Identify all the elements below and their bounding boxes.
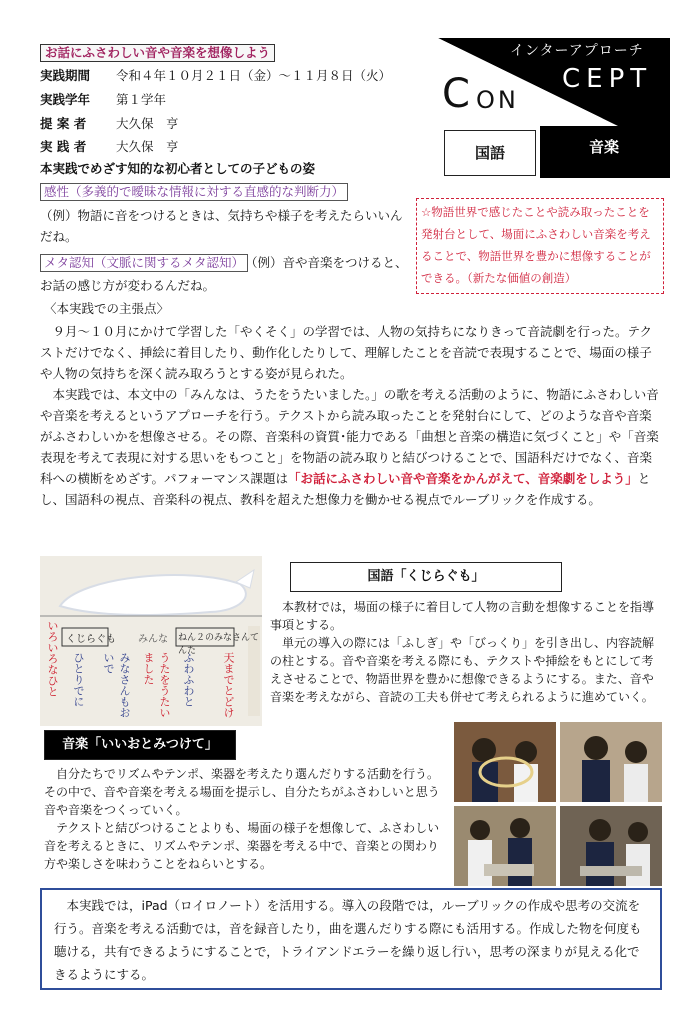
ongaku-label: 音楽「いいおとみつけて」	[44, 730, 236, 760]
concept-logo	[430, 38, 670, 178]
meta-label: 実践期間	[40, 68, 91, 83]
meta-example-2: お話の感じ方が変わるんだね。	[40, 278, 216, 293]
class-photo-2	[560, 722, 662, 802]
points-heading: 〈本実践での主張点〉	[44, 301, 170, 316]
kokugo-paragraph-1: 本教材では，場面の様子に着目して人物の言動を想像することを指導事項とする。	[270, 600, 655, 632]
points-paragraph-2	[40, 384, 662, 510]
ipad-note-text: 本実践では，iPad（ロイロノート）を活用する。導入の段階では，ルーブリックの作成や思考の交流を行う。音楽を考える活動では，音を録音したり，曲を選んだりする際にも活用する。作成した物を何度も聴ける，共有できるようにすることで，トライアンドエラーを繰り返し行い，思考の深まりが見える化できるようにする。	[54, 898, 642, 982]
meta-value: 大久保 亨	[116, 116, 179, 131]
concept-letters-cept: CEPT	[562, 64, 653, 94]
board-col4: ふわふわと	[182, 652, 195, 707]
class-photo-1	[454, 722, 556, 802]
points-paragraph-1: ９月〜１０月にかけて学習した「やくそく」の学習では、人物の気持ちになりきって音読劇を行った。テクストだけでなく、挿絵に着目したり、動作化したりして、理解したことを音読で表現することで、場面の様子や人物の気持ちを深く読み取ろうとする姿が見られた。	[40, 324, 653, 381]
board-kujiragumo: くじらぐも	[66, 634, 116, 645]
points-body	[40, 321, 662, 510]
points-p2-tail: とし、国語科の視点、音楽科の視点、教科を超えた想像力を働かせる視点でルーブリックを作成する。	[40, 471, 651, 507]
class-photo-grid	[454, 722, 662, 886]
meta-label: 実践学年	[40, 92, 91, 107]
ongaku-body	[44, 765, 446, 873]
ongaku-paragraph-1: 自分たちでリズムやテンポ、楽器を考えたり選んだりする活動を行う。その中で、音や音楽を考える場面を提示し、自分たちがふさわしいと思う音や音楽をつくっていく。	[44, 767, 440, 817]
concept-letters-on: ON	[476, 86, 519, 114]
meta-label: 実 践 者	[40, 139, 87, 154]
goal-heading: 本実践でめざす知的な初心者としての子どもの姿	[40, 161, 316, 176]
concept-subtitle: インターアプローチ	[510, 43, 644, 59]
kansei-example: （例）物語に音をつけるときは、気持ちや様子を考えたらいいんだね。	[40, 208, 403, 244]
performance-task: 「お話にふさわしい音や音楽をかんがえて、音楽劇をしよう」	[288, 471, 638, 486]
board-photo	[40, 556, 262, 726]
meta-example-1: （例）音や音楽をつけると、	[245, 255, 408, 270]
concept-letter-c: C	[442, 71, 470, 117]
board-col3: うたをうたいました	[142, 652, 171, 718]
board-left-col: いろいろなひと	[46, 620, 59, 697]
class-photo-3	[454, 806, 556, 886]
meta-grade	[40, 92, 166, 108]
kokugo-label: 国語「くじらぐも」	[290, 562, 562, 592]
meta-value: 第１学年	[116, 92, 167, 107]
kansei-label: 感性（多義的で曖昧な情報に対する直感的な判断力）	[40, 183, 348, 201]
board-nensei: ねん２のみなさんてんた	[178, 633, 260, 656]
points-p2-text: 本実践では、本文中の「みんなは、うたをうたいました。」の歌を考える活動のように、物語にふさわしい音や音楽を考えるというアプローチを行う。テクストから読み取ったことを発射台にして、どのような音や音楽がふさわしいかを想像させる。その際、音楽科の資質･能力である「曲想と音楽の構造に気づくこと」や「音楽表現を考えて表現に対する思いをもつこと」を物語の読み取りと結びつけることで、国語科だけでなく、音楽科への横断をめざす。パフォーマンス課題は	[40, 387, 659, 486]
board-col2: みなさんもおいで	[102, 652, 131, 718]
ipad-note-box	[40, 888, 662, 990]
meta-label: メタ認知（文脈に関するメタ認知）	[40, 254, 248, 272]
tag-kokugo: 国語	[444, 130, 536, 176]
meta-proposer	[40, 116, 179, 132]
meta-period	[40, 68, 391, 84]
kokugo-body	[270, 598, 662, 706]
board-minna: みんな	[138, 634, 168, 645]
tag-ongaku: 音楽	[588, 138, 619, 156]
kokugo-paragraph-2: 単元の導入の際には「ふしぎ」や「びっくり」を引き出し、内容読解の柱とする。音や音楽を考える際にも、テクストや挿絵をもとにして考えさせることで、物語世界を豊かに想像できるようにする。また、音や音楽を考えながら、音読の工夫も併せて考えられるように進めていく。	[270, 636, 655, 704]
board-col1: ひとりでに	[72, 652, 85, 707]
board-col5: 天までとどけ	[222, 652, 235, 718]
class-photo-4	[560, 806, 662, 886]
meta-practitioner	[40, 139, 179, 155]
meta-value: 令和４年１０月２１日（金）〜１１月８日（火）	[116, 68, 392, 83]
lesson-title: お話にふさわしい音や音楽を想像しよう	[40, 44, 275, 62]
value-creation-box: ☆物語世界で感じたことや読み取ったことを発射台として、場面にふさわしい音楽を考えることで、物語世界を豊かに想像することができる。（新たな価値の創造）	[416, 198, 664, 294]
meta-label: 提 案 者	[40, 116, 87, 131]
ongaku-paragraph-2: テクストと結びつけることよりも、場面の様子を想像して、ふさわしい音を考えるときに、リズムやテンポ、楽器を考える中で、音楽との関わり方や楽しさを味わうことをねらいとする。	[44, 821, 440, 871]
meta-value: 大久保 亨	[116, 139, 179, 154]
